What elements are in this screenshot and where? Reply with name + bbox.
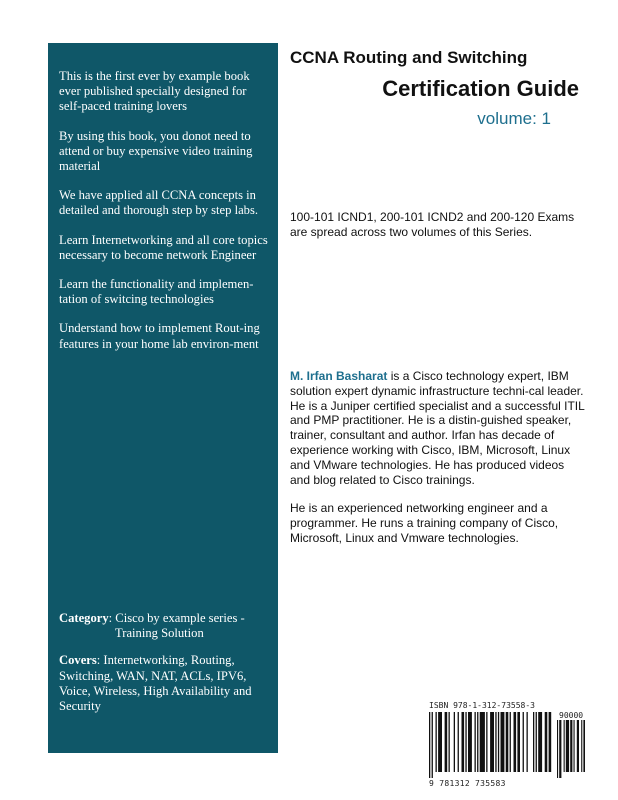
covers-value: : Internetworking, Routing, Switching, WAN, NAT, ACLs, IPV6, Voice, Wireless, High Availability and Security — [59, 653, 252, 714]
covers-line — [59, 653, 273, 714]
author-bio-paragraph-2: He is an experienced networking engineer and a programmer. He runs a training company of Cisco, Microsoft, Linux and Vmware technologies. — [290, 501, 559, 545]
book-title-line2: Certification Guide — [382, 76, 579, 101]
category-line — [59, 611, 273, 626]
category-value: : Cisco by example series - — [108, 611, 245, 625]
feature-item: We have applied all CCNA concepts in detailed and thorough step by step labs. — [59, 188, 259, 218]
back-cover-sidebar — [48, 43, 278, 753]
category-label: Category — [59, 611, 109, 625]
feature-item: Learn Internetworking and all core topics necessary to become network Engineer — [59, 232, 268, 262]
category-continuation: Training Solution — [115, 626, 204, 641]
feature-list — [59, 69, 271, 366]
exams-description: 100-101 ICND1, 200-101 ICND2 and 200-120 Exams are spread across two volumes of this Series. — [290, 210, 575, 239]
isbn-text: ISBN 978-1-312-73558-3 — [429, 701, 535, 710]
author-bio — [290, 369, 586, 560]
feature-item: Learn the functionality and implemen-tation of switcing technologies — [59, 277, 254, 307]
addon-barcode-icon — [557, 720, 585, 778]
book-title-line1: CCNA Routing and Switching — [290, 48, 528, 67]
barcode-icon — [429, 712, 555, 778]
volume-label: volume: 1 — [477, 109, 551, 128]
barcode-digits: 9 781312 735583 — [429, 779, 506, 788]
author-bio-text: is a Cisco technology expert, IBM solution expert dynamic infrastructure techni-cal leader. He is a Juniper certified specialist and a successful ITIL and PMP practitioner. He is a distin-guished speaker, trainer, consultant and author. Irfan has decade of experience working with Cisco, IBM, Microsoft, Linux and VMware technologies. He has produced videos and blog related to Cisco trainings. — [290, 369, 585, 487]
feature-item: Understand how to implement Rout-ing features in your home lab environ-ment — [59, 321, 260, 351]
sidebar-footer — [59, 611, 273, 714]
author-name: M. Irfan Basharat — [290, 369, 388, 383]
feature-item: By using this book, you donot need to attend or buy expensive video training material — [59, 128, 253, 174]
author-bio-paragraph-1 — [290, 369, 586, 487]
price-code: 90000 — [559, 711, 584, 720]
feature-item: This is the first ever by example book ever published specially designed for self-paced training lovers — [59, 69, 250, 114]
covers-label: Covers — [59, 653, 97, 668]
